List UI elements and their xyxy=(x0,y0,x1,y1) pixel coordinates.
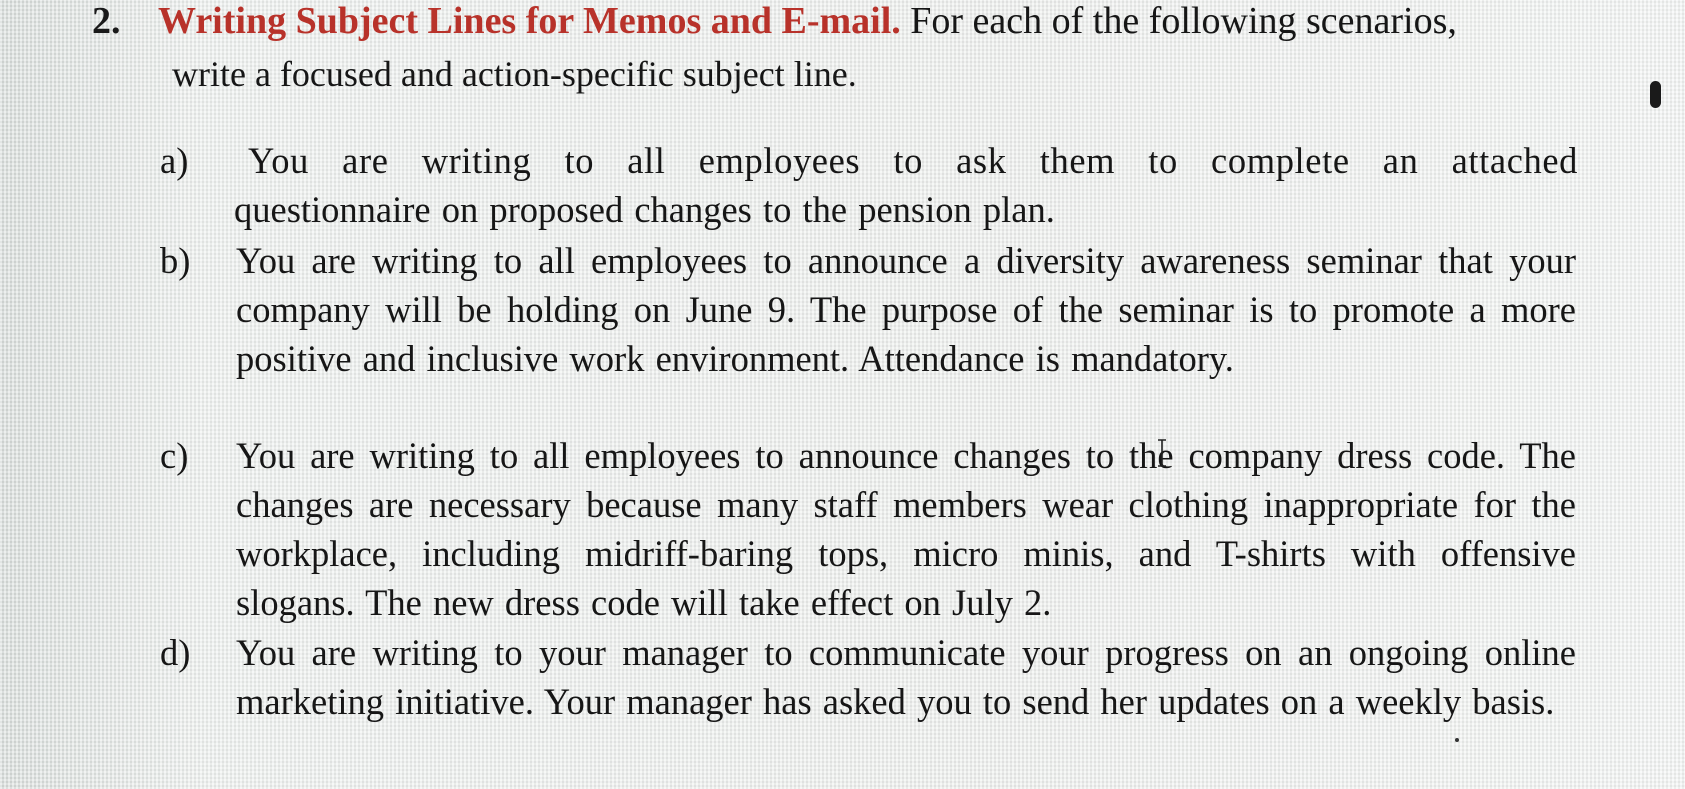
question-instruction-part1: For each of the following scenarios, xyxy=(900,0,1457,42)
scrollbar-thumb[interactable] xyxy=(1650,81,1661,108)
item-text: You are writing to all employees to announce a diversity awareness seminar that your company will be holding on June 9. The purpose of the seminar is to promote a more positive and inclusive work environment. Attendance is mandatory. xyxy=(236,240,1576,379)
item-text-line1: You are writing to all employees to ask them to complete an attached xyxy=(248,140,1578,181)
item-text: You are writing to all employees to announce changes to the company dress code. The changes are necessary because many staff members wear clothing inappropriate for the workplace, including midriff-baring tops, micro minis, and T-shirts with offensive slogans. The new dress code will take effect on July 2. xyxy=(236,435,1576,623)
item-letter: d) xyxy=(160,632,191,673)
item-letter: a) xyxy=(160,140,189,181)
stray-mark xyxy=(1455,738,1459,742)
item-letter: b) xyxy=(160,240,191,281)
item-text: You are writing to your manager to communicate your progress on an ongoing online marketing initiative. Your manager has asked you to send her updates on a weekly basis. xyxy=(236,632,1576,722)
question-title: Writing Subject Lines for Memos and E-mail. xyxy=(158,0,901,42)
item-text xyxy=(234,136,1578,234)
item-text-line2: questionnaire on proposed changes to the pension plan. xyxy=(234,189,1055,230)
question-heading xyxy=(158,0,1588,42)
text-cursor-icon xyxy=(1155,438,1169,468)
question-number: 2. xyxy=(92,0,121,42)
item-letter: c) xyxy=(160,435,189,476)
question-instruction-part2: write a focused and action-specific subject line. xyxy=(172,54,857,94)
